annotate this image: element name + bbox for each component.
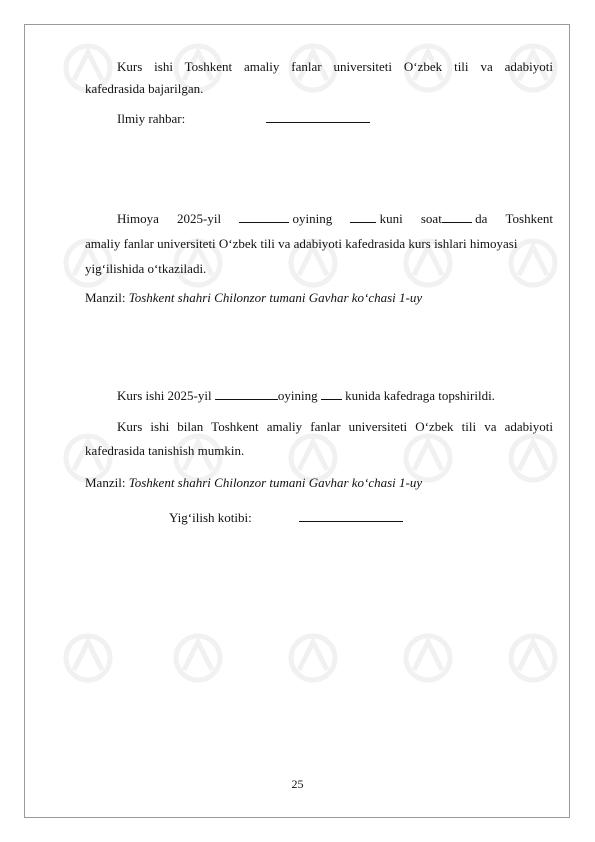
secretary-line [169, 508, 403, 528]
defense-word-himoya: Himoya [117, 211, 159, 226]
paragraph-kafedra-line1: Kurs ishi Toshkent amaliy fanlar universiteti O‘zbek tili va adabiyoti [117, 59, 553, 74]
supervisor-signature-blank [266, 110, 370, 123]
defense-line2: amaliy fanlar universiteti O‘zbek tili va adabiyoti kafedrasida kurs ishlari himoyasi [85, 236, 518, 251]
defense-year: 2025-yil [177, 211, 222, 226]
submitted-line: Kurs ishi 2025-yil oyining kunida kafedraga topshirildi. [117, 388, 495, 403]
page-number: 25 [291, 777, 304, 791]
address-value: Toshkent shahri Chilonzor tumani Gavhar ko‘chasi 1-uy [128, 290, 423, 305]
familiar-line2: kafedrasida tanishish mumkin. [85, 443, 245, 458]
address-label: Manzil: [85, 290, 126, 305]
paragraph-kafedra-line2: kafedrasida bajarilgan. [85, 81, 204, 96]
defense-month-group: oyining [239, 209, 332, 229]
supervisor-label: Ilmiy rahbar: [117, 111, 186, 126]
submitted-day-blank [321, 387, 342, 400]
defense-line3: yig‘ilishida o‘tkaziladi. [85, 261, 207, 276]
secretary-label: Yig‘ilish kotibi: [169, 510, 252, 525]
familiar-line1: Kurs ishi bilan Toshkent amaliy fanlar universiteti O‘zbek tili va adabiyoti [117, 419, 553, 434]
defense-day-group: kuni [350, 209, 402, 229]
secretary-signature-blank [299, 509, 403, 522]
address-label: Manzil: [85, 475, 126, 490]
hour-blank [442, 210, 472, 223]
month-blank [239, 210, 289, 223]
submitted-month-blank [215, 387, 278, 400]
defense-hour-group: soat da [420, 211, 488, 226]
address-value: Toshkent shahri Chilonzor tumani Gavhar ko‘chasi 1-uy [128, 475, 423, 490]
supervisor-line [117, 109, 370, 129]
address-line-2 [85, 473, 422, 493]
day-blank [350, 210, 376, 223]
defense-line1: Himoya 2025-yil oyining kuni soat da Toshkent [117, 209, 553, 229]
address-line-1 [85, 288, 422, 308]
